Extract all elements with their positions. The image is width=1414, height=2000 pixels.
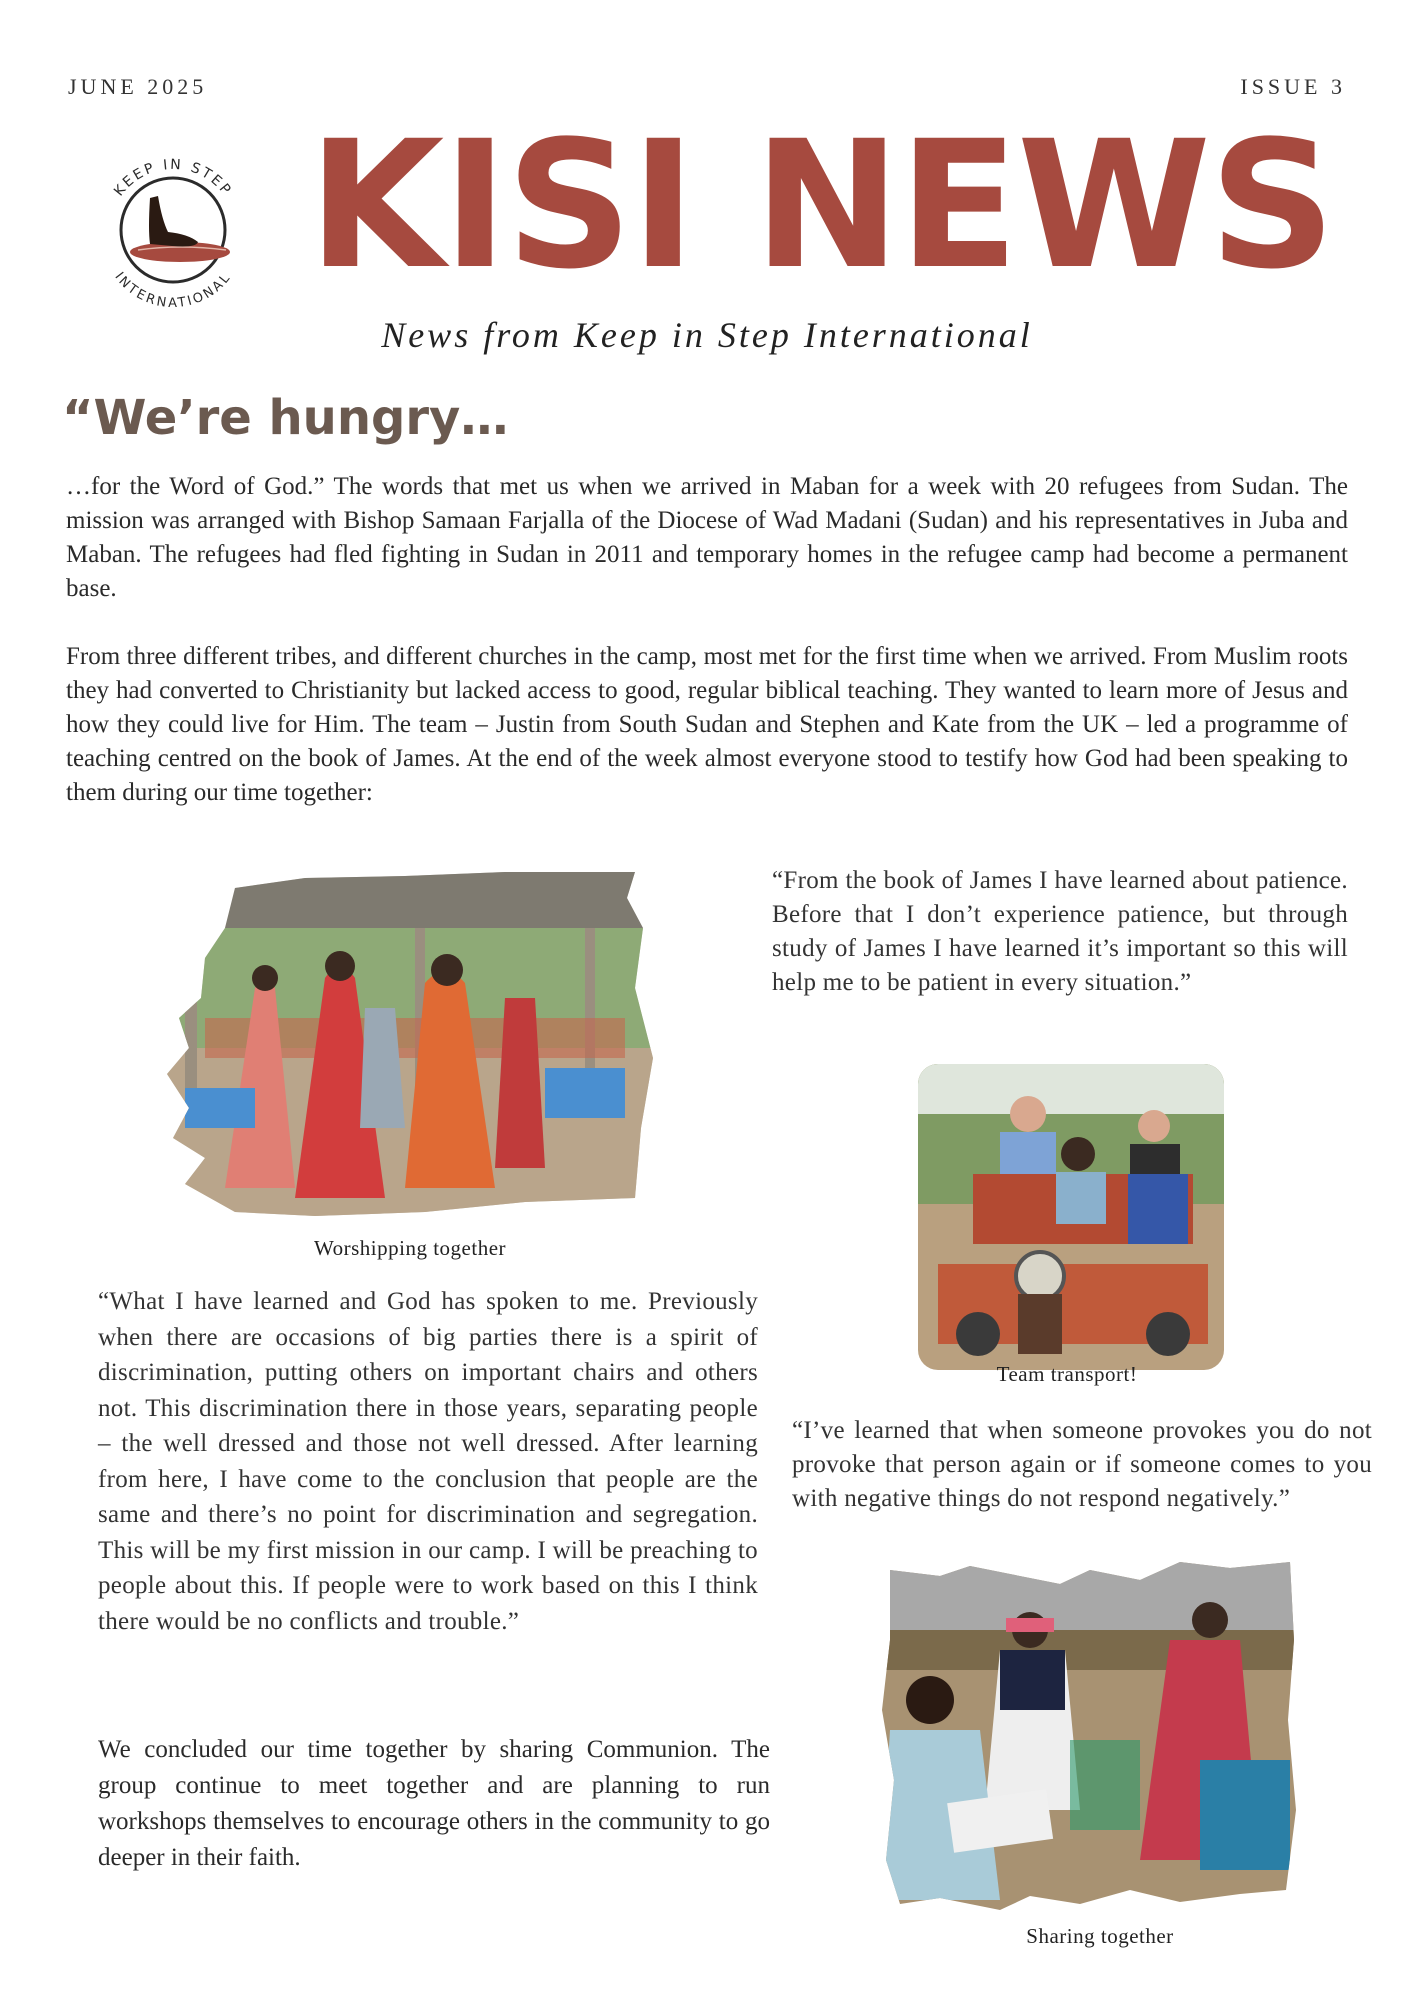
- testimony-quote-1: “From the book of James I have learned about patience. Before that I don’t experience patience, but through study of James I have learned it’s important so this will help me to be patient in every situation.”: [772, 867, 1348, 996]
- transport-photo: [918, 1064, 1224, 1370]
- article-intro: [66, 470, 1348, 810]
- logo-bottom-text: INTERNATIONAL: [111, 269, 235, 310]
- article-headline: “We’re hungry…: [62, 390, 509, 446]
- transport-photo-caption: Team transport!: [996, 1362, 1138, 1386]
- foot-on-mat-icon: [130, 196, 230, 262]
- intro-paragraph-2: From three different tribes, and different churches in the camp, most met for the first time when we arrived. From Muslim roots they had converted to Christianity but lacked access to good, regular biblical teaching. They wanted to learn more of Jesus and how they could live for Him. The team – Justin from South Sudan and Stephen and Kate from the UK – led a programme of teaching centred on the book of James. At the end of the week almost everyone stood to testify how God had been speaking to them during our time together:: [66, 643, 1348, 806]
- keep-in-step-logo: [88, 140, 258, 310]
- testimony-quote-3: “I’ve learned that when someone provokes you do not provoke that person again or if someone comes to you with negative things do not respond negatively.”: [792, 1417, 1372, 1512]
- tagline: News from Keep in Step International: [381, 315, 1033, 355]
- sharing-photo-caption: Sharing together: [1026, 1924, 1174, 1948]
- worship-photo: [165, 868, 665, 1220]
- article-closing: We concluded our time together by sharing Communion. The group continue to meet together and are planning to run workshops themselves to encourage others in the community to go deeper in their faith.: [98, 1736, 770, 1871]
- issue-date: JUNE 2025: [68, 74, 208, 99]
- intro-paragraph-1: …for the Word of God.” The words that met us when we arrived in Maban for a week with 20 refugees from Sudan. The mission was arranged with Bishop Samaan Farjalla of the Diocese of Wad Madani (Sudan) and his representatives in Juba and Maban. The refugees had fled fighting in Sudan in 2011 and temporary homes in the refugee camp had become a permanent base.: [66, 473, 1348, 602]
- logo-top-text: KEEP IN STEP: [111, 156, 235, 200]
- testimony-quote-2: “What I have learned and God has spoken to me. Previously when there are occasions of big parties there is a spirit of discrimination, putting others on important chairs and others not. This discrimination there in those years, separating people – the well dressed and those not well dressed. After learning from here, I have come to the conclusion that people are the same and there’s no point for discrimination and segregation. This will be my first mission in our camp. I will be preaching to people about this. If people were to work based on this I think there would be no conflicts and trouble.”: [98, 1288, 758, 1635]
- svg-text:INTERNATIONAL: [111, 270, 234, 310]
- masthead-title: KISI NEWS: [308, 103, 1334, 308]
- worship-photo-caption: Worshipping together: [313, 1236, 507, 1260]
- issue-number: ISSUE 3: [1240, 74, 1346, 99]
- sharing-photo: [880, 1560, 1300, 1912]
